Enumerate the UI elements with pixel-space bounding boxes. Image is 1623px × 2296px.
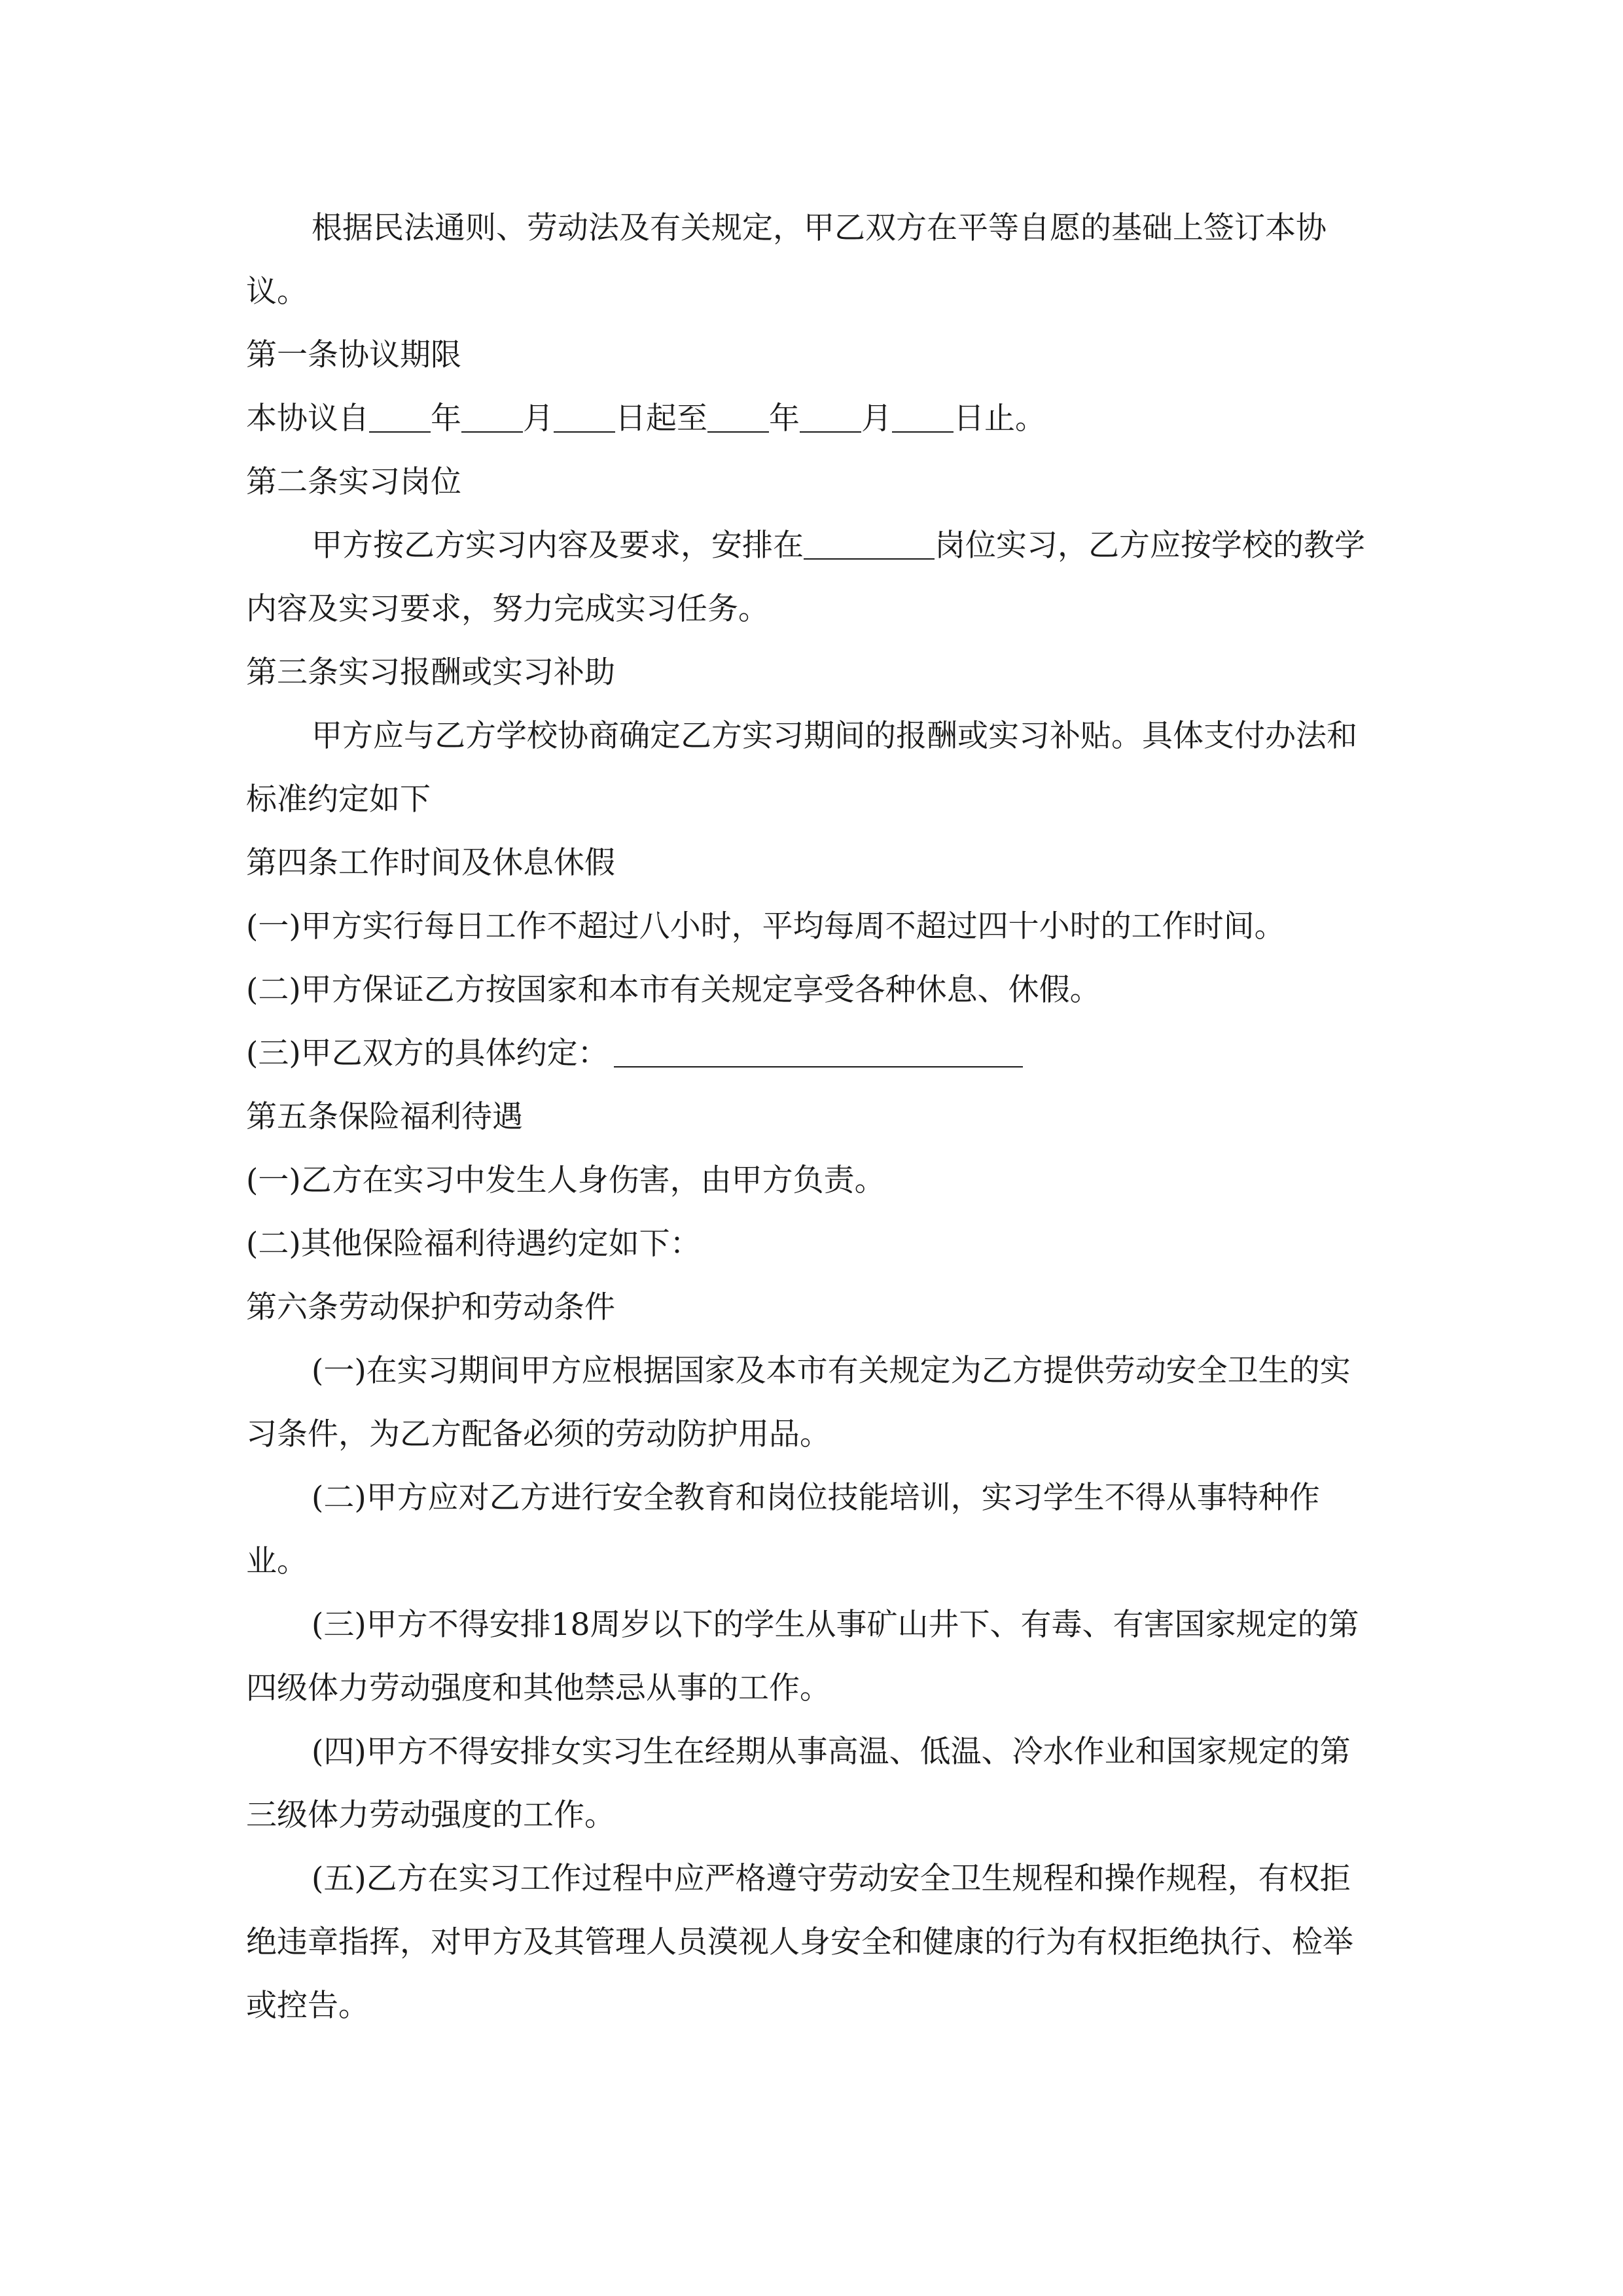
start-year-blank	[369, 401, 431, 433]
article5-title: 第五条保险福利待遇	[246, 1099, 523, 1135]
article4-title: 第四条工作时间及休息休假	[246, 845, 615, 881]
start-day-blank	[554, 401, 615, 433]
article5-item-2: (二)其他保险福利待遇约定如下：	[246, 1226, 701, 1262]
article6-item-1: (一)在实习期间甲方应根据国家及本市有关规定为乙方提供劳动安全卫生的实习条件，为乙方配备必须的劳动防护用品。	[246, 1353, 1351, 1452]
article5-item-1: (一)乙方在实习中发生人身伤害，由甲方负责。	[246, 1162, 885, 1198]
article2-title: 第二条实习岗位	[246, 464, 461, 500]
article4-item-3	[246, 1022, 1378, 1085]
article2-text-2: 岗位实习，乙方应按学校的教学内容及实习要求，努力完成实习任务。	[246, 528, 1365, 627]
document-body	[246, 196, 1378, 2037]
agreement-blank	[614, 1035, 1023, 1067]
term-text-4: 日起至	[615, 401, 707, 437]
article6-item-4: (四)甲方不得安排女实习生在经期从事高温、低温、冷水作业和国家规定的第三级体力劳动强度的工作。	[246, 1734, 1351, 1833]
article3-paragraph: 甲方应与乙方学校协商确定乙方实习期间的报酬或实习补贴。具体支付办法和标准约定如下	[246, 718, 1357, 817]
article6-title: 第六条劳动保护和劳动条件	[246, 1289, 615, 1325]
article2-text-1: 甲方按乙方实习内容及要求，安排在	[312, 528, 804, 564]
term-text-7: 日止。	[954, 401, 1046, 437]
article2-paragraph	[246, 514, 1378, 641]
article3-title: 第三条实习报酬或实习补助	[246, 655, 615, 691]
term-text-2: 年	[431, 401, 461, 437]
article4-item-1: (一)甲方实行每日工作不超过八小时，平均每周不超过四十小时的工作时间。	[246, 908, 1285, 944]
article6-item-2: (二)甲方应对乙方进行安全教育和岗位技能培训，实习学生不得从事特种作业。	[246, 1480, 1320, 1579]
article4-item-2: (二)甲方保证乙方按国家和本市有关规定享受各种休息、休假。	[246, 972, 1101, 1008]
term-text-5: 年	[769, 401, 800, 437]
end-day-blank	[892, 401, 954, 433]
article6-item-3: (三)甲方不得安排18周岁以下的学生从事矿山井下、有毒、有害国家规定的第四级体力劳动强度和其他禁忌从事的工作。	[246, 1607, 1359, 1706]
article6-item-5: (五)乙方在实习工作过程中应严格遵守劳动安全卫生规程和操作规程，有权拒绝违章指挥，对甲方及其管理人员漠视人身安全和健康的行为有权拒绝执行、检举或控告。	[246, 1861, 1353, 2024]
position-blank	[804, 528, 935, 560]
intro-paragraph: 根据民法通则、劳动法及有关规定，甲乙双方在平等自愿的基础上签订本协议。	[246, 210, 1327, 310]
term-text-6: 月	[861, 401, 892, 437]
start-month-blank	[461, 401, 523, 433]
end-month-blank	[800, 401, 861, 433]
article1-title: 第一条协议期限	[246, 337, 461, 373]
end-year-blank	[707, 401, 769, 433]
article4-item-3-text: (三)甲乙双方的具体约定：	[246, 1035, 609, 1071]
term-text-3: 月	[523, 401, 554, 437]
term-text-1: 本协议自	[246, 401, 369, 437]
article1-term-line	[246, 387, 1378, 450]
